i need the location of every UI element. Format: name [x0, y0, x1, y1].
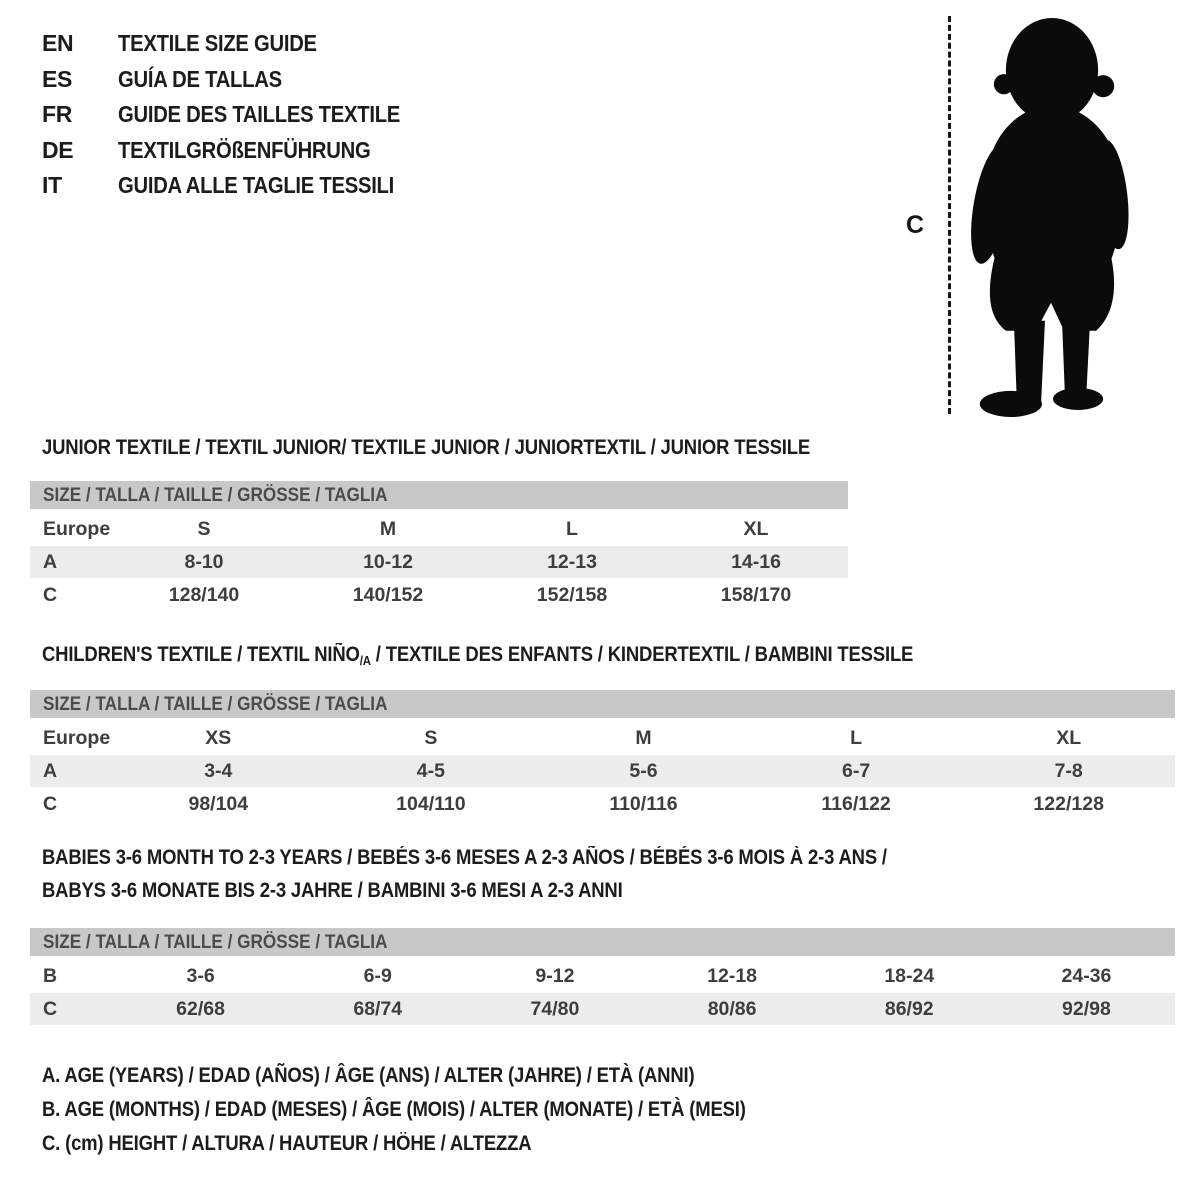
months-cell: 6-9 — [363, 965, 392, 987]
table-row-height — [30, 579, 848, 611]
months-cell: 18-24 — [884, 965, 935, 987]
size-cell: M — [635, 727, 652, 749]
language-code: EN — [42, 30, 74, 56]
language-row — [42, 97, 439, 133]
table-row-height — [30, 788, 1175, 820]
footnote-age-years-text: A. AGE (YEARS) / EDAD (AÑOS) / ÂGE (ANS) / ALTER (JAHRE) / ETÀ (ANNI) — [42, 1064, 695, 1087]
size-cell: S — [197, 518, 211, 540]
language-code: FR — [42, 101, 73, 127]
section-title-babies-line1 — [42, 846, 1002, 870]
size-cell: XL — [743, 518, 769, 540]
months-cell: 9-12 — [535, 965, 575, 987]
size-cell: M — [379, 518, 397, 540]
language-row — [42, 62, 439, 98]
table-row-europe — [30, 513, 848, 545]
height-cell: 122/128 — [1033, 793, 1104, 815]
language-code: DE — [42, 136, 74, 163]
age-cell: 12-13 — [547, 551, 597, 573]
age-cell: 7-8 — [1054, 760, 1083, 782]
section-title-junior — [42, 436, 915, 460]
table-header-label: SIZE / TALLA / TAILLE / GRÖSSE / TAGLIA — [43, 693, 388, 715]
table-row-age — [30, 546, 848, 578]
age-cell: 6-7 — [841, 760, 871, 782]
toddler-silhouette-icon — [958, 12, 1142, 418]
size-cell: L — [850, 727, 863, 749]
language-title-list — [42, 26, 439, 204]
table-header-label: SIZE / TALLA / TAILLE / GRÖSSE / TAGLIA — [43, 931, 388, 953]
height-cell: 98/104 — [188, 793, 249, 815]
row-label: C — [43, 584, 58, 606]
section-title-junior-text: JUNIOR TEXTILE / TEXTIL JUNIOR/ TEXTILE JUNIOR / JUNIORTEXTIL / JUNIOR TESSILE — [42, 436, 811, 459]
footnote-age-years — [42, 1064, 783, 1088]
size-cell: XS — [205, 727, 232, 749]
footnote-age-months — [42, 1098, 842, 1122]
height-cell: 74/80 — [530, 998, 580, 1020]
table-header-bar — [30, 928, 1175, 956]
table-header-label: SIZE / TALLA / TAILLE / GRÖSSE / TAGLIA — [43, 484, 388, 506]
section-title-children-text — [42, 643, 913, 667]
size-cell: L — [566, 518, 578, 540]
guide-title: GUIDA ALLE TAGLIE TESSILI — [118, 172, 395, 198]
table-row-height — [30, 993, 1175, 1025]
months-cell: 3-6 — [186, 965, 215, 987]
height-cell: 80/86 — [707, 998, 757, 1020]
row-label: Europe — [43, 518, 111, 540]
height-dashed-line — [948, 16, 951, 414]
babies-size-table — [30, 928, 1175, 1025]
language-code: IT — [42, 172, 62, 198]
height-cell: 68/74 — [353, 998, 403, 1020]
section-title-babies-line2 — [42, 879, 702, 903]
footnote-age-months-text: B. AGE (MONTHS) / EDAD (MESES) / ÂGE (MOIS) / ALTER (MONATE) / ETÀ (MESI) — [42, 1098, 746, 1121]
children-title-sub: /A — [359, 653, 371, 668]
language-row — [42, 168, 439, 204]
children-title-post: / TEXTILE DES ENFANTS / KINDERTEXTIL / BAMBINI TESSILE — [370, 643, 914, 666]
language-row — [42, 26, 439, 62]
table-row-age — [30, 755, 1175, 787]
children-size-table — [30, 690, 1175, 820]
footnote-height-cm-text: C. (cm) HEIGHT / ALTURA / HAUTEUR / HÖHE / ALTEZZA — [42, 1132, 532, 1155]
age-cell: 4-5 — [416, 760, 445, 782]
babies-title-line2-text: BABYS 3-6 MONATE BIS 2-3 JAHRE / BAMBINI 3-6 MESI A 2-3 ANNI — [42, 879, 623, 902]
months-cell: 12-18 — [707, 965, 758, 987]
table-header-bar — [30, 690, 1175, 718]
height-cell: 86/92 — [884, 998, 934, 1020]
size-cell: S — [424, 727, 438, 749]
children-title-pre: CHILDREN'S TEXTILE / TEXTIL NIÑO — [42, 643, 360, 666]
guide-title: GUÍA DE TALLAS — [118, 65, 282, 92]
height-cell: 158/170 — [720, 584, 792, 606]
table-header-bar — [30, 481, 848, 509]
age-cell: 3-4 — [204, 760, 233, 782]
row-label: B — [43, 965, 58, 987]
row-label: C — [43, 793, 58, 815]
guide-title: GUIDE DES TAILLES TEXTILE — [118, 101, 401, 127]
language-code: ES — [42, 65, 73, 92]
row-label: Europe — [43, 727, 111, 749]
table-row-europe — [30, 722, 1175, 754]
age-cell: 14-16 — [731, 551, 781, 573]
height-cell: 110/116 — [609, 793, 678, 815]
row-label: A — [43, 760, 58, 782]
height-cell: 62/68 — [176, 998, 225, 1020]
section-title-children — [42, 643, 1032, 667]
junior-size-table — [30, 481, 848, 611]
guide-title: TEXTILGRÖßENFÜHRUNG — [118, 136, 371, 163]
row-label: C — [43, 998, 58, 1020]
height-cell: 116/122 — [821, 793, 891, 815]
row-label: A — [43, 551, 58, 573]
months-cell: 24-36 — [1061, 965, 1112, 987]
table-row-months — [30, 960, 1175, 992]
height-cell: 92/98 — [1062, 998, 1111, 1020]
footnote-height-cm — [42, 1132, 598, 1156]
age-cell: 8-10 — [184, 551, 224, 573]
height-cell: 104/110 — [396, 793, 466, 815]
height-cell: 152/158 — [536, 584, 608, 606]
language-row — [42, 133, 439, 169]
age-cell: 10-12 — [363, 551, 413, 573]
age-cell: 5-6 — [629, 760, 658, 782]
height-measure-label: C — [906, 211, 925, 239]
babies-title-line1-text: BABIES 3-6 MONTH TO 2-3 YEARS / BEBÉS 3-6 MESES A 2-3 AÑOS / BÉBÉS 3-6 MOIS À 2-3 ANS / — [42, 846, 887, 869]
guide-title: TEXTILE SIZE GUIDE — [118, 30, 317, 56]
height-cell: 140/152 — [352, 584, 424, 606]
height-cell: 128/140 — [168, 584, 240, 606]
size-cell: XL — [1056, 727, 1082, 749]
